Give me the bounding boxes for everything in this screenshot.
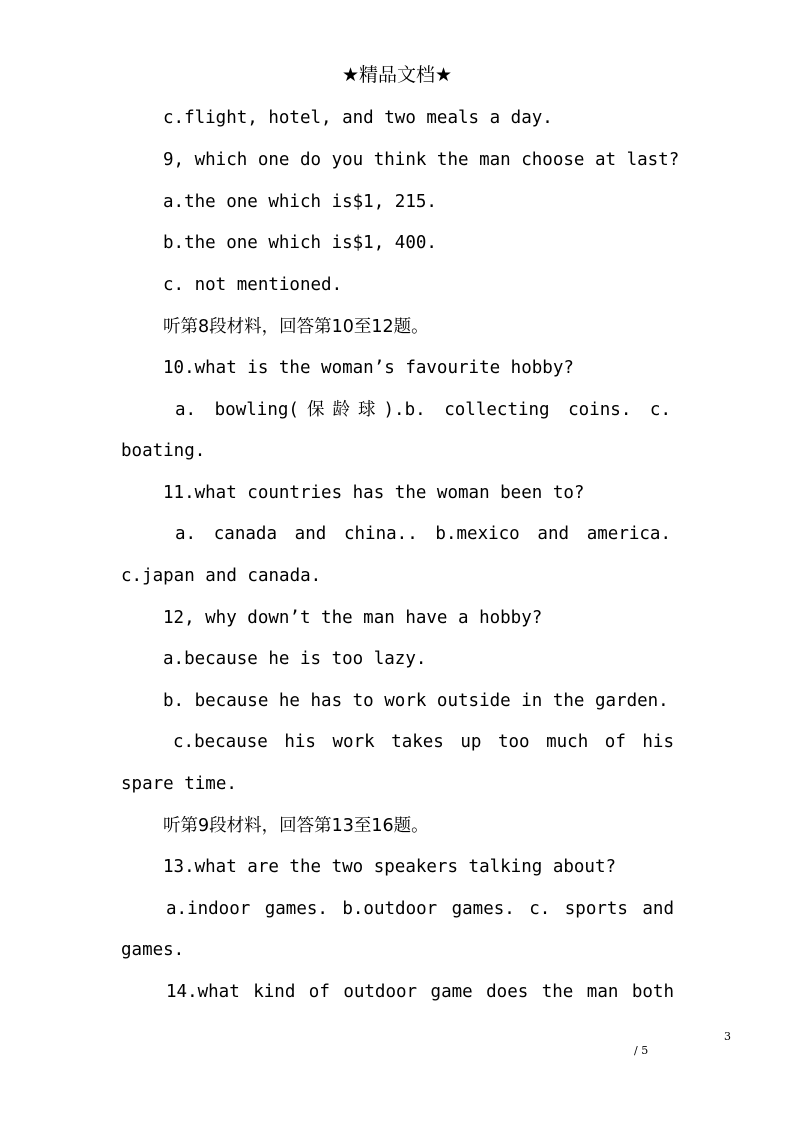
question-11: 11.what countries has the woman been to? bbox=[163, 483, 585, 503]
option-12b: b. because he has to work outside in the garden. bbox=[163, 691, 669, 711]
page-total: / 5 bbox=[634, 1044, 649, 1057]
text-line: c.flight, hotel, and two meals a day. bbox=[163, 108, 553, 128]
text-line: boating. bbox=[121, 441, 206, 461]
options-11: a. canada and china.. b.mexico and america. bbox=[175, 524, 671, 544]
options-13: a.indoor games. b.outdoor games. c. sports and bbox=[166, 899, 674, 919]
text-line: spare time. bbox=[121, 774, 237, 794]
question-10: 10.what is the woman’s favourite hobby? bbox=[163, 358, 574, 378]
option-9b: b.the one which is$1, 400. bbox=[163, 233, 437, 253]
question-9: 9, which one do you think the man choose at last? bbox=[163, 150, 680, 170]
option-12c: c.because his work takes up too much of his bbox=[173, 732, 674, 752]
text-line: c.japan and canada. bbox=[121, 566, 322, 586]
question-14: 14.what kind of outdoor game does the man both bbox=[166, 982, 674, 1002]
question-13: 13.what are the two speakers talking about? bbox=[163, 857, 617, 877]
option-9a: a.the one which is$1, 215. bbox=[163, 192, 437, 212]
text-line: games. bbox=[121, 940, 185, 960]
option-9c: c. not mentioned. bbox=[163, 275, 343, 295]
page-header-title: ★精品文档★ bbox=[341, 64, 453, 86]
option-12a: a.because he is too lazy. bbox=[163, 649, 427, 669]
question-12: 12, why down’t the man have a hobby? bbox=[163, 608, 543, 628]
section-heading-8: 听第8段材料，回答第10至12题。 bbox=[163, 317, 429, 337]
section-heading-9: 听第9段材料，回答第13至16题。 bbox=[163, 816, 429, 836]
page-number: 3 bbox=[724, 1030, 731, 1043]
options-10: a. bowling(保龄球).b. collecting coins. c. bbox=[175, 400, 671, 420]
